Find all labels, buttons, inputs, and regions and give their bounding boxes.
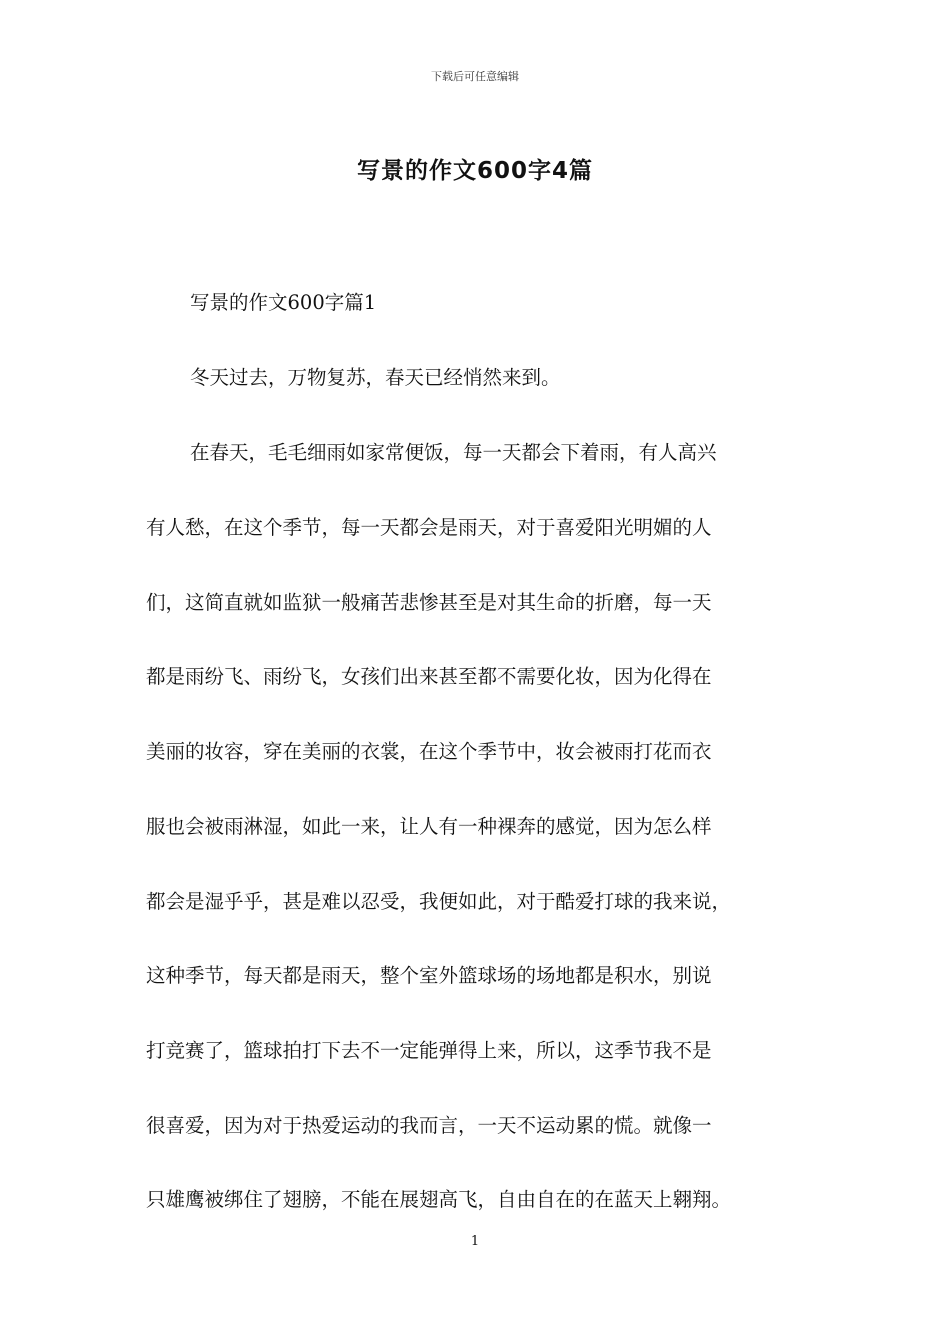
paragraph-line: 美丽的妆容，穿在美丽的衣裳，在这个季节中，妆会被雨打花而衣 xyxy=(146,740,712,763)
paragraph-line: 打竞赛了，篮球拍打下去不一定能弹得上来，所以，这季节我不是 xyxy=(146,1039,712,1062)
paragraph-line: 只雄鹰被绑住了翅膀，不能在展翅高飞，自由自在的在蓝天上翱翔。 xyxy=(146,1188,732,1211)
page-number: 1 xyxy=(470,1234,480,1249)
paragraph-intro: 冬天过去，万物复苏，春天已经悄然来到。 xyxy=(190,366,561,389)
download-note: 下载后可任意编辑 xyxy=(431,70,519,83)
paragraph-line: 都是雨纷飞、雨纷飞，女孩们出来甚至都不需要化妆，因为化得在 xyxy=(146,665,712,688)
document-title: 写景的作文600字4篇 xyxy=(356,158,593,184)
paragraph-line: 们，这简直就如监狱一般痛苦悲惨甚至是对其生命的折磨，每一天 xyxy=(146,591,712,614)
paragraph-line: 在春天，毛毛细雨如家常便饭，每一天都会下着雨，有人高兴 xyxy=(190,441,717,464)
paragraph-line: 很喜爱，因为对于热爱运动的我而言，一天不运动累的慌。就像一 xyxy=(146,1114,712,1137)
paragraph-line: 都会是湿乎乎，甚是难以忍受，我便如此，对于酷爱打球的我来说， xyxy=(146,890,732,913)
paragraph-line: 服也会被雨淋湿，如此一来，让人有一种裸奔的感觉，因为怎么样 xyxy=(146,815,712,838)
section-heading: 写景的作文600字篇1 xyxy=(190,291,377,314)
paragraph-line: 有人愁，在这个季节，每一天都会是雨天，对于喜爱阳光明媚的人 xyxy=(146,516,712,539)
paragraph-line: 这种季节，每天都是雨天，整个室外篮球场的场地都是积水，别说 xyxy=(146,964,712,987)
